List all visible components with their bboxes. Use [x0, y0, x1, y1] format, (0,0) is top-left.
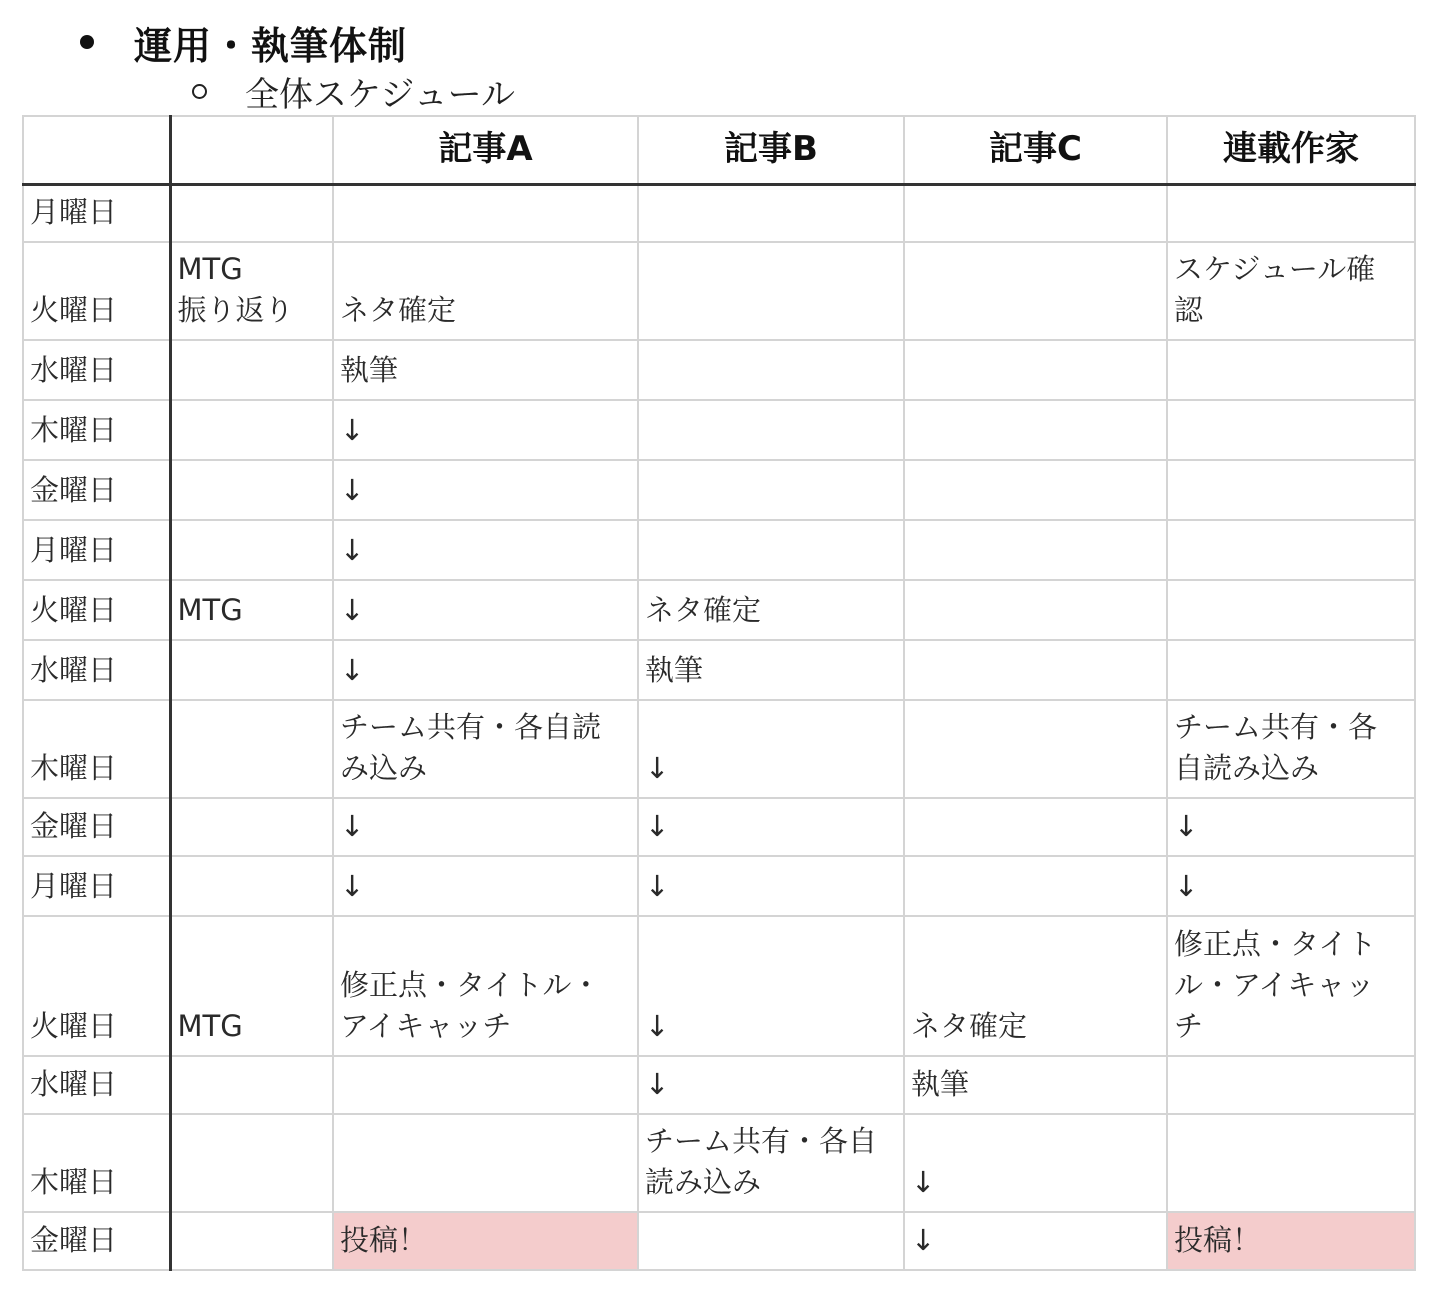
writer-cell	[1167, 520, 1415, 580]
header-cell-article-c: 記事C	[904, 116, 1167, 184]
day-cell: 火曜日	[23, 580, 170, 640]
article-b-cell: 執筆	[638, 640, 904, 700]
writer-cell: ↓	[1167, 856, 1415, 916]
subsection-heading	[190, 66, 515, 116]
mtg-cell	[170, 520, 333, 580]
article-c-cell	[904, 340, 1167, 400]
article-c-cell: ↓	[904, 1114, 1167, 1212]
section-heading	[74, 14, 407, 70]
article-c-cell	[904, 798, 1167, 856]
day-cell: 火曜日	[23, 916, 170, 1056]
writer-cell	[1167, 460, 1415, 520]
header-cell-article-a: 記事A	[333, 116, 638, 184]
day-cell: 木曜日	[23, 400, 170, 460]
article-b-cell	[638, 340, 904, 400]
mtg-cell: MTG	[170, 916, 333, 1056]
table-row	[23, 400, 1415, 460]
day-cell: 月曜日	[23, 856, 170, 916]
table-row	[23, 1212, 1415, 1270]
article-b-cell	[638, 400, 904, 460]
article-a-cell: 投稿！	[333, 1212, 638, 1270]
mtg-cell	[170, 1212, 333, 1270]
mtg-cell	[170, 184, 333, 242]
mtg-cell	[170, 1056, 333, 1114]
writer-cell	[1167, 340, 1415, 400]
day-cell: 木曜日	[23, 700, 170, 798]
article-c-cell	[904, 460, 1167, 520]
article-a-cell: ↓	[333, 640, 638, 700]
article-c-cell	[904, 400, 1167, 460]
day-cell: 木曜日	[23, 1114, 170, 1212]
article-b-cell: ネタ確定	[638, 580, 904, 640]
day-cell: 金曜日	[23, 460, 170, 520]
article-a-cell	[333, 184, 638, 242]
article-c-cell	[904, 520, 1167, 580]
article-c-cell	[904, 242, 1167, 340]
mtg-cell	[170, 400, 333, 460]
article-a-cell	[333, 1114, 638, 1212]
table-row	[23, 1056, 1415, 1114]
article-c-cell: ↓	[904, 1212, 1167, 1270]
writer-cell	[1167, 1056, 1415, 1114]
article-b-cell: チーム共有・各自 読み込み	[638, 1114, 904, 1212]
article-a-cell: ↓	[333, 400, 638, 460]
hollow-bullet-icon	[192, 84, 207, 99]
article-a-cell: ↓	[333, 460, 638, 520]
article-c-cell	[904, 184, 1167, 242]
article-b-cell: ↓	[638, 856, 904, 916]
article-c-cell	[904, 700, 1167, 798]
day-cell: 水曜日	[23, 340, 170, 400]
article-b-cell	[638, 520, 904, 580]
bullet-icon	[80, 35, 94, 49]
mtg-cell	[170, 1114, 333, 1212]
day-cell: 月曜日	[23, 184, 170, 242]
writer-cell	[1167, 580, 1415, 640]
day-cell: 火曜日	[23, 242, 170, 340]
article-b-cell	[638, 460, 904, 520]
article-a-cell	[333, 1056, 638, 1114]
mtg-cell	[170, 700, 333, 798]
table-row	[23, 520, 1415, 580]
article-b-cell	[638, 242, 904, 340]
mtg-cell	[170, 798, 333, 856]
schedule-body	[23, 184, 1415, 1270]
article-c-cell: 執筆	[904, 1056, 1167, 1114]
article-b-cell: ↓	[638, 1056, 904, 1114]
day-cell: 水曜日	[23, 640, 170, 700]
schedule-table	[22, 115, 1416, 1271]
table-row	[23, 700, 1415, 798]
table-row	[23, 640, 1415, 700]
table-row	[23, 340, 1415, 400]
section-heading-text: 運用・執筆体制	[134, 23, 408, 68]
table-row	[23, 580, 1415, 640]
writer-cell: 投稿！	[1167, 1212, 1415, 1270]
writer-cell: スケジュール確 認	[1167, 242, 1415, 340]
article-a-cell: ↓	[333, 856, 638, 916]
article-b-cell: ↓	[638, 916, 904, 1056]
writer-cell	[1167, 400, 1415, 460]
table-row	[23, 916, 1415, 1056]
table-row	[23, 798, 1415, 856]
writer-cell	[1167, 184, 1415, 242]
subsection-heading-text: 全体スケジュール	[245, 74, 515, 115]
mtg-cell	[170, 460, 333, 520]
table-row	[23, 184, 1415, 242]
article-b-cell	[638, 184, 904, 242]
mtg-cell: MTG 振り返り	[170, 242, 333, 340]
article-a-cell: ↓	[333, 798, 638, 856]
article-b-cell: ↓	[638, 798, 904, 856]
header-cell-writer: 連載作家	[1167, 116, 1415, 184]
article-a-cell: 執筆	[333, 340, 638, 400]
table-row	[23, 1114, 1415, 1212]
article-b-cell	[638, 1212, 904, 1270]
article-c-cell	[904, 640, 1167, 700]
article-c-cell: ネタ確定	[904, 916, 1167, 1056]
writer-cell: チーム共有・各 自読み込み	[1167, 700, 1415, 798]
mtg-cell	[170, 640, 333, 700]
writer-cell: 修正点・タイト ル・アイキャッ チ	[1167, 916, 1415, 1056]
header-cell-article-b: 記事B	[638, 116, 904, 184]
writer-cell: ↓	[1167, 798, 1415, 856]
header-row	[23, 116, 1415, 184]
header-cell-day	[23, 116, 170, 184]
table-row	[23, 460, 1415, 520]
article-a-cell: ネタ確定	[333, 242, 638, 340]
writer-cell	[1167, 640, 1415, 700]
article-a-cell: ↓	[333, 520, 638, 580]
article-c-cell	[904, 580, 1167, 640]
day-cell: 金曜日	[23, 1212, 170, 1270]
writer-cell	[1167, 1114, 1415, 1212]
day-cell: 月曜日	[23, 520, 170, 580]
table-row	[23, 856, 1415, 916]
mtg-cell: MTG	[170, 580, 333, 640]
article-a-cell: チーム共有・各自読 み込み	[333, 700, 638, 798]
article-c-cell	[904, 856, 1167, 916]
day-cell: 水曜日	[23, 1056, 170, 1114]
header-cell-mtg	[170, 116, 333, 184]
article-a-cell: 修正点・タイトル・ アイキャッチ	[333, 916, 638, 1056]
day-cell: 金曜日	[23, 798, 170, 856]
table-row	[23, 242, 1415, 340]
mtg-cell	[170, 856, 333, 916]
article-a-cell: ↓	[333, 580, 638, 640]
article-b-cell: ↓	[638, 700, 904, 798]
mtg-cell	[170, 340, 333, 400]
